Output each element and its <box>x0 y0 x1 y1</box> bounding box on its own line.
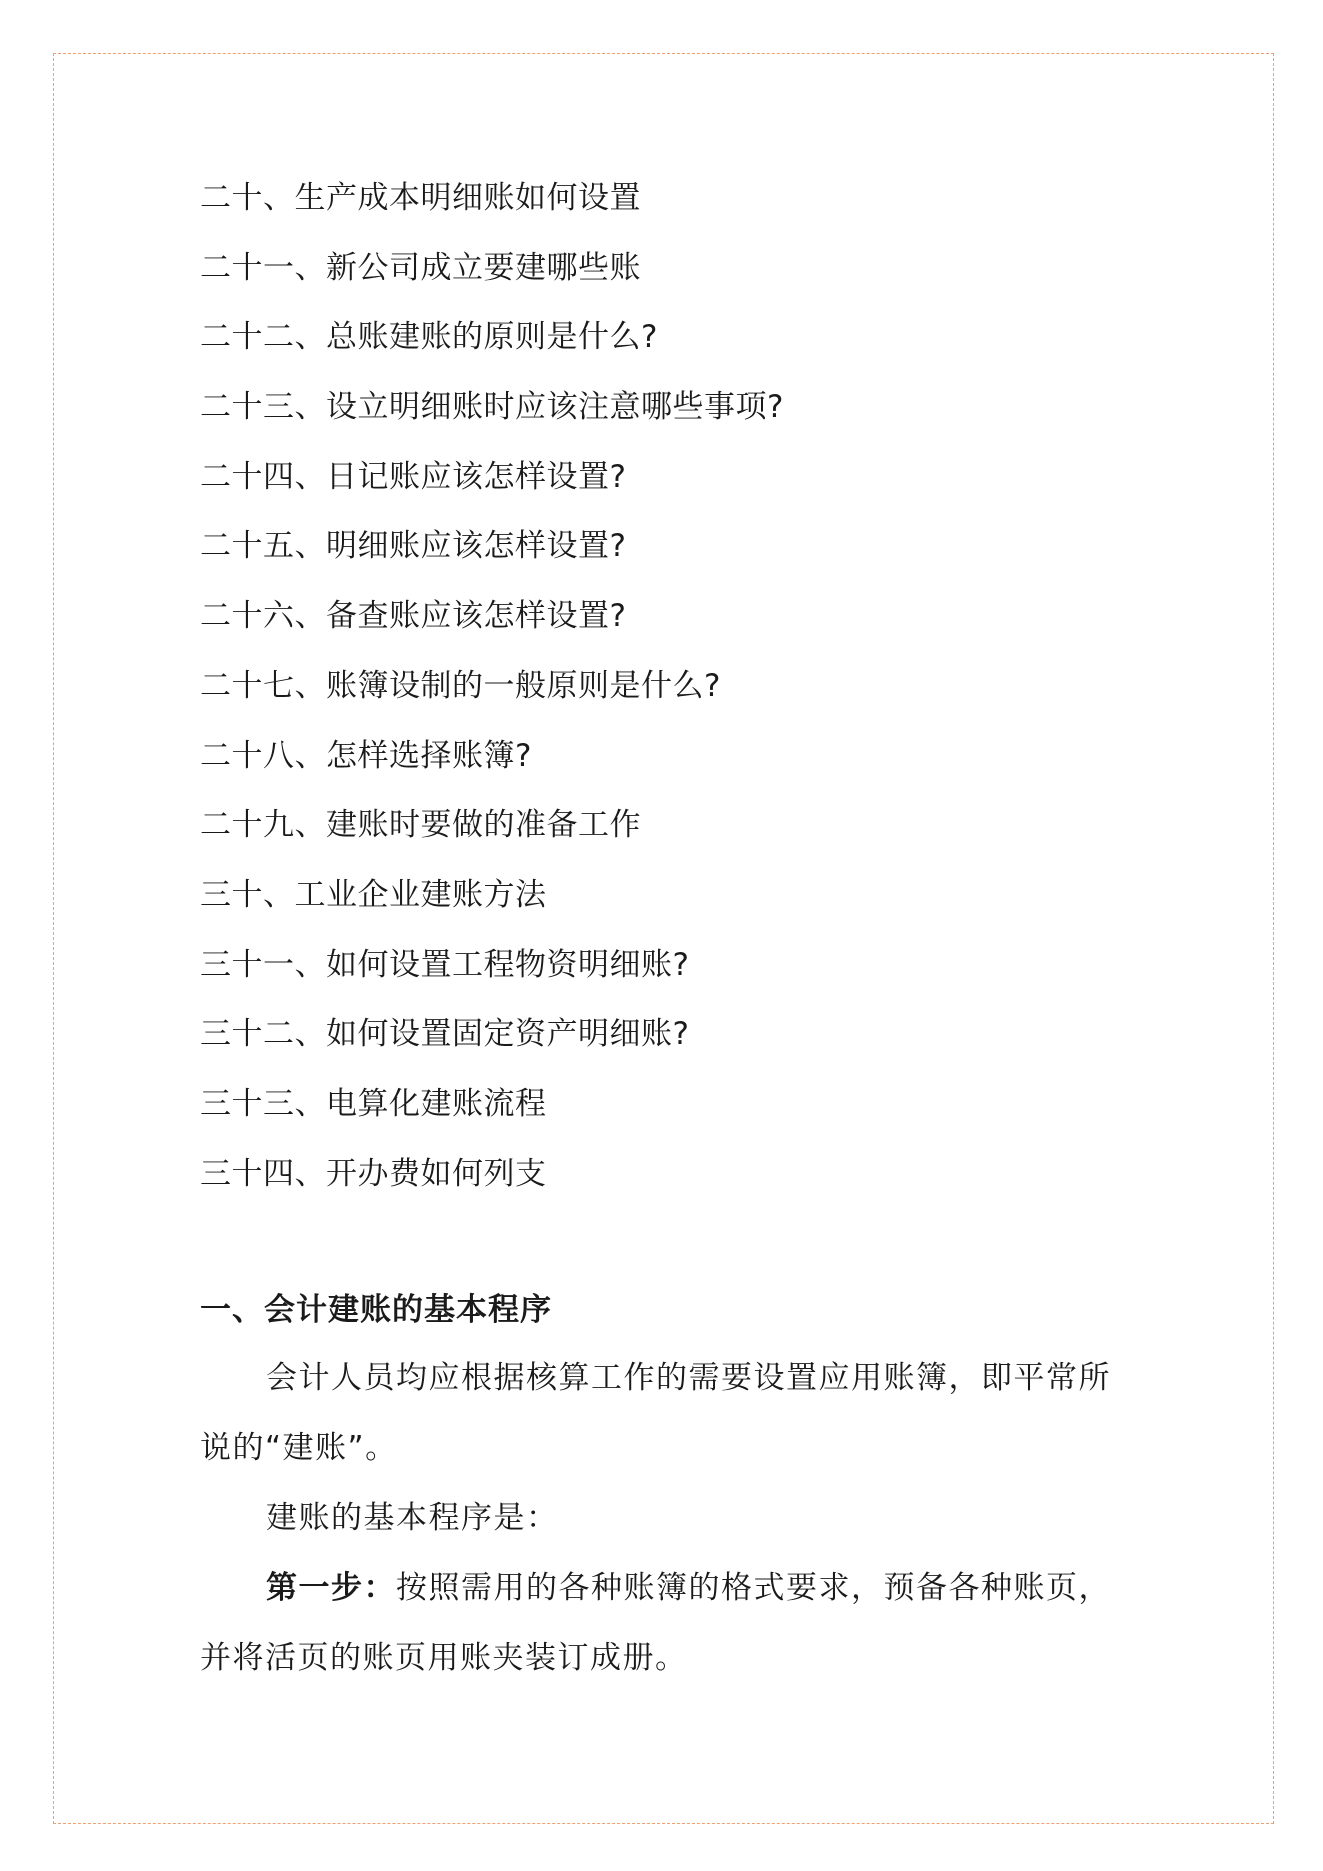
toc-item: 二十、生产成本明细账如何设置 <box>200 180 641 216</box>
toc-item: 三十、工业企业建账方法 <box>200 876 547 913</box>
toc-item: 二十一、新公司成立要建哪些账 <box>200 249 641 286</box>
toc-item: 二十六、备查账应该怎样设置? <box>200 598 627 635</box>
step-paragraph <box>200 1553 1140 1693</box>
body-paragraph: 建账的基本程序是： <box>266 1500 559 1536</box>
toc-item: 三十四、开办费如何列支 <box>200 1155 547 1192</box>
table-of-contents <box>200 170 784 1215</box>
toc-item: 二十四、日记账应该怎样设置? <box>200 458 627 495</box>
toc-item: 三十三、电算化建账流程 <box>200 1085 547 1122</box>
toc-item: 二十五、明细账应该怎样设置? <box>200 528 627 565</box>
toc-item: 二十三、设立明细账时应该注意哪些事项? <box>200 389 784 426</box>
toc-item: 二十八、怎样选择账簿? <box>200 737 532 774</box>
toc-item: 二十九、建账时要做的准备工作 <box>200 807 641 844</box>
step-label: 第一步： <box>266 1570 396 1606</box>
toc-item: 三十二、如何设置固定资产明细账? <box>200 1016 690 1053</box>
toc-item: 二十七、账簿设制的一般原则是什么? <box>200 667 721 704</box>
toc-item: 二十二、总账建账的原则是什么? <box>200 319 658 356</box>
body-paragraph: 会计人员均应根据核算工作的需要设置应用账簿，即平常所说的“建账”。 <box>200 1360 1111 1466</box>
step-text: 按照需用的各种账簿的格式要求，预备各种账页，并将活页的账页用账夹装订成册。 <box>200 1570 1111 1676</box>
toc-item: 三十一、如何设置工程物资明细账? <box>200 946 690 983</box>
section-heading: 一、会计建账的基本程序 <box>200 1292 552 1328</box>
